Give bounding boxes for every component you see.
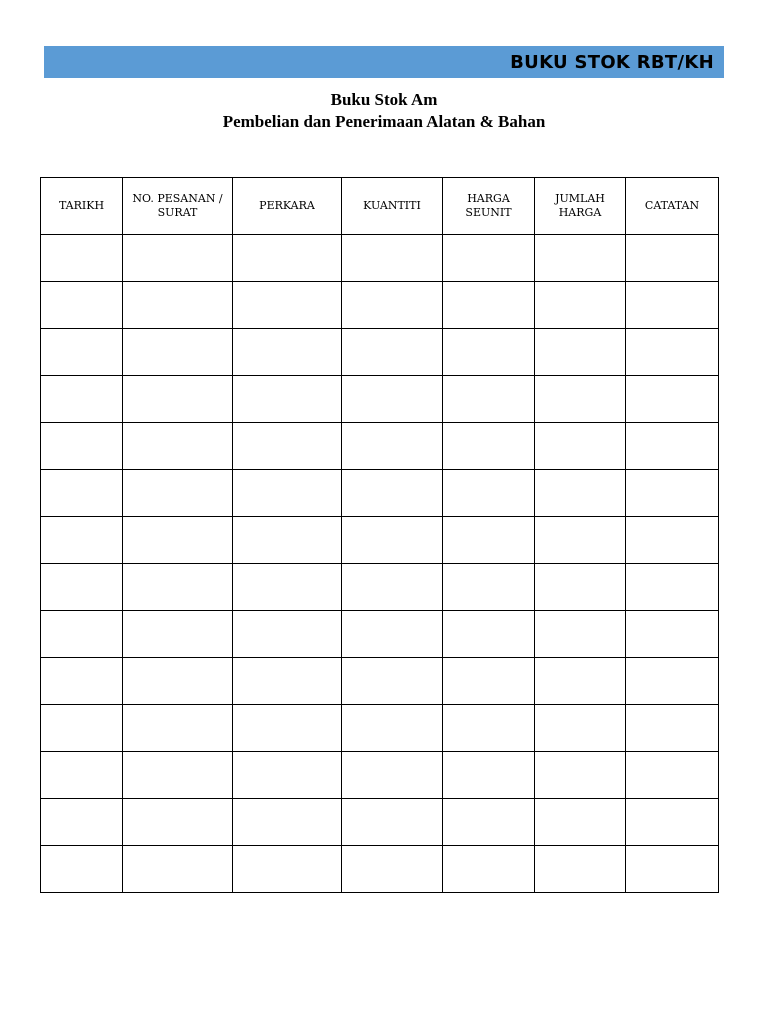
table-cell [233, 611, 342, 658]
table-cell [233, 282, 342, 329]
table-cell [626, 846, 719, 893]
table-cell [41, 423, 123, 470]
header-bar [44, 46, 724, 78]
column-header-catatan [626, 178, 719, 235]
table-cell [123, 705, 233, 752]
table-cell [123, 611, 233, 658]
table-cell [443, 329, 535, 376]
table-cell [535, 423, 626, 470]
column-header-line: TARIKH [58, 199, 105, 212]
table-cell [123, 799, 233, 846]
table-cell [535, 329, 626, 376]
table-cell [41, 752, 123, 799]
table-cell [535, 658, 626, 705]
table-cell [233, 846, 342, 893]
table-cell [233, 517, 342, 564]
table-cell [443, 846, 535, 893]
table-cell [342, 235, 443, 282]
table-cell [535, 611, 626, 658]
table-cell [443, 376, 535, 423]
table-header-row [41, 178, 719, 235]
table-cell [443, 799, 535, 846]
column-header-line: HARGA [558, 206, 602, 219]
table-row [41, 752, 719, 799]
table-cell [123, 329, 233, 376]
column-header-line: KUANTITI [363, 199, 421, 212]
column-header-harga-seunit [443, 178, 535, 235]
table-cell [41, 235, 123, 282]
table-cell [41, 658, 123, 705]
table-cell [342, 470, 443, 517]
table-cell [443, 564, 535, 611]
table-cell [342, 517, 443, 564]
table-cell [123, 846, 233, 893]
table-cell [626, 799, 719, 846]
table-cell [342, 611, 443, 658]
table-cell [123, 564, 233, 611]
table-cell [342, 282, 443, 329]
table-cell [123, 282, 233, 329]
table-cell [123, 235, 233, 282]
table-cell [233, 423, 342, 470]
column-header-line: PERKARA [259, 199, 315, 212]
table-cell [626, 705, 719, 752]
table-cell [123, 470, 233, 517]
table-cell [443, 282, 535, 329]
table-cell [41, 282, 123, 329]
table-cell [41, 329, 123, 376]
document-subtitle: Pembelian dan Penerimaan Alatan & Bahan [222, 112, 546, 131]
table-cell [233, 752, 342, 799]
table-cell [535, 846, 626, 893]
table-body [41, 235, 719, 893]
table-cell [535, 564, 626, 611]
table-cell [41, 470, 123, 517]
table-cell [123, 658, 233, 705]
table-cell [41, 846, 123, 893]
column-header-line: CATATAN [644, 199, 700, 212]
table-cell [342, 423, 443, 470]
table-row [41, 423, 719, 470]
table-cell [342, 658, 443, 705]
column-header-line: SURAT [157, 206, 198, 219]
table-cell [443, 235, 535, 282]
table-cell [233, 235, 342, 282]
column-header-perkara [233, 178, 342, 235]
table-cell [233, 329, 342, 376]
column-header-line: JUMLAH [555, 192, 605, 205]
table-cell [123, 752, 233, 799]
table-cell [233, 705, 342, 752]
table-cell [626, 376, 719, 423]
column-header-tarikh [41, 178, 123, 235]
table-cell [535, 517, 626, 564]
table-cell [342, 376, 443, 423]
table-row [41, 799, 719, 846]
table-cell [233, 658, 342, 705]
table-cell [535, 799, 626, 846]
table-cell [342, 705, 443, 752]
table-row [41, 658, 719, 705]
table-cell [41, 611, 123, 658]
table-cell [443, 517, 535, 564]
table-row [41, 282, 719, 329]
table-cell [342, 752, 443, 799]
table-row [41, 329, 719, 376]
table-cell [626, 658, 719, 705]
table-cell [123, 423, 233, 470]
table-cell [41, 376, 123, 423]
table-row [41, 611, 719, 658]
table-row [41, 564, 719, 611]
column-header-line: SEUNIT [465, 206, 512, 219]
table-cell [535, 376, 626, 423]
table-cell [535, 235, 626, 282]
table-cell [41, 799, 123, 846]
table-cell [443, 752, 535, 799]
table-cell [342, 846, 443, 893]
table-cell [233, 564, 342, 611]
table-row [41, 235, 719, 282]
document-title: Buku Stok Am [330, 90, 438, 109]
table-row [41, 470, 719, 517]
table-cell [41, 705, 123, 752]
table-cell [233, 470, 342, 517]
table-cell [626, 752, 719, 799]
stock-table [40, 177, 719, 893]
column-header-line: NO. PESANAN / [132, 192, 223, 205]
table-cell [123, 517, 233, 564]
table-cell [443, 470, 535, 517]
table-cell [626, 235, 719, 282]
table-cell [535, 282, 626, 329]
column-header-kuantiti [342, 178, 443, 235]
table-cell [626, 329, 719, 376]
table-row [41, 846, 719, 893]
table-cell [626, 611, 719, 658]
table-cell [233, 376, 342, 423]
table-cell [443, 423, 535, 470]
column-header-line: HARGA [467, 192, 510, 205]
table-cell [443, 705, 535, 752]
table-cell [626, 282, 719, 329]
table-cell [233, 799, 342, 846]
table-cell [41, 564, 123, 611]
table-row [41, 517, 719, 564]
table-cell [535, 752, 626, 799]
table-cell [535, 705, 626, 752]
table-cell [41, 517, 123, 564]
table-cell [626, 470, 719, 517]
table-cell [342, 329, 443, 376]
table-cell [342, 799, 443, 846]
table-cell [123, 376, 233, 423]
table-row [41, 705, 719, 752]
table-cell [626, 423, 719, 470]
table-cell [443, 658, 535, 705]
table-cell [443, 611, 535, 658]
table-cell [626, 564, 719, 611]
table-cell [342, 564, 443, 611]
table-row [41, 376, 719, 423]
table-cell [535, 470, 626, 517]
column-header-jumlah-harga [535, 178, 626, 235]
header-title: BUKU STOK RBT/KH [510, 51, 714, 73]
table-cell [626, 517, 719, 564]
column-header-no-pesanan [123, 178, 233, 235]
